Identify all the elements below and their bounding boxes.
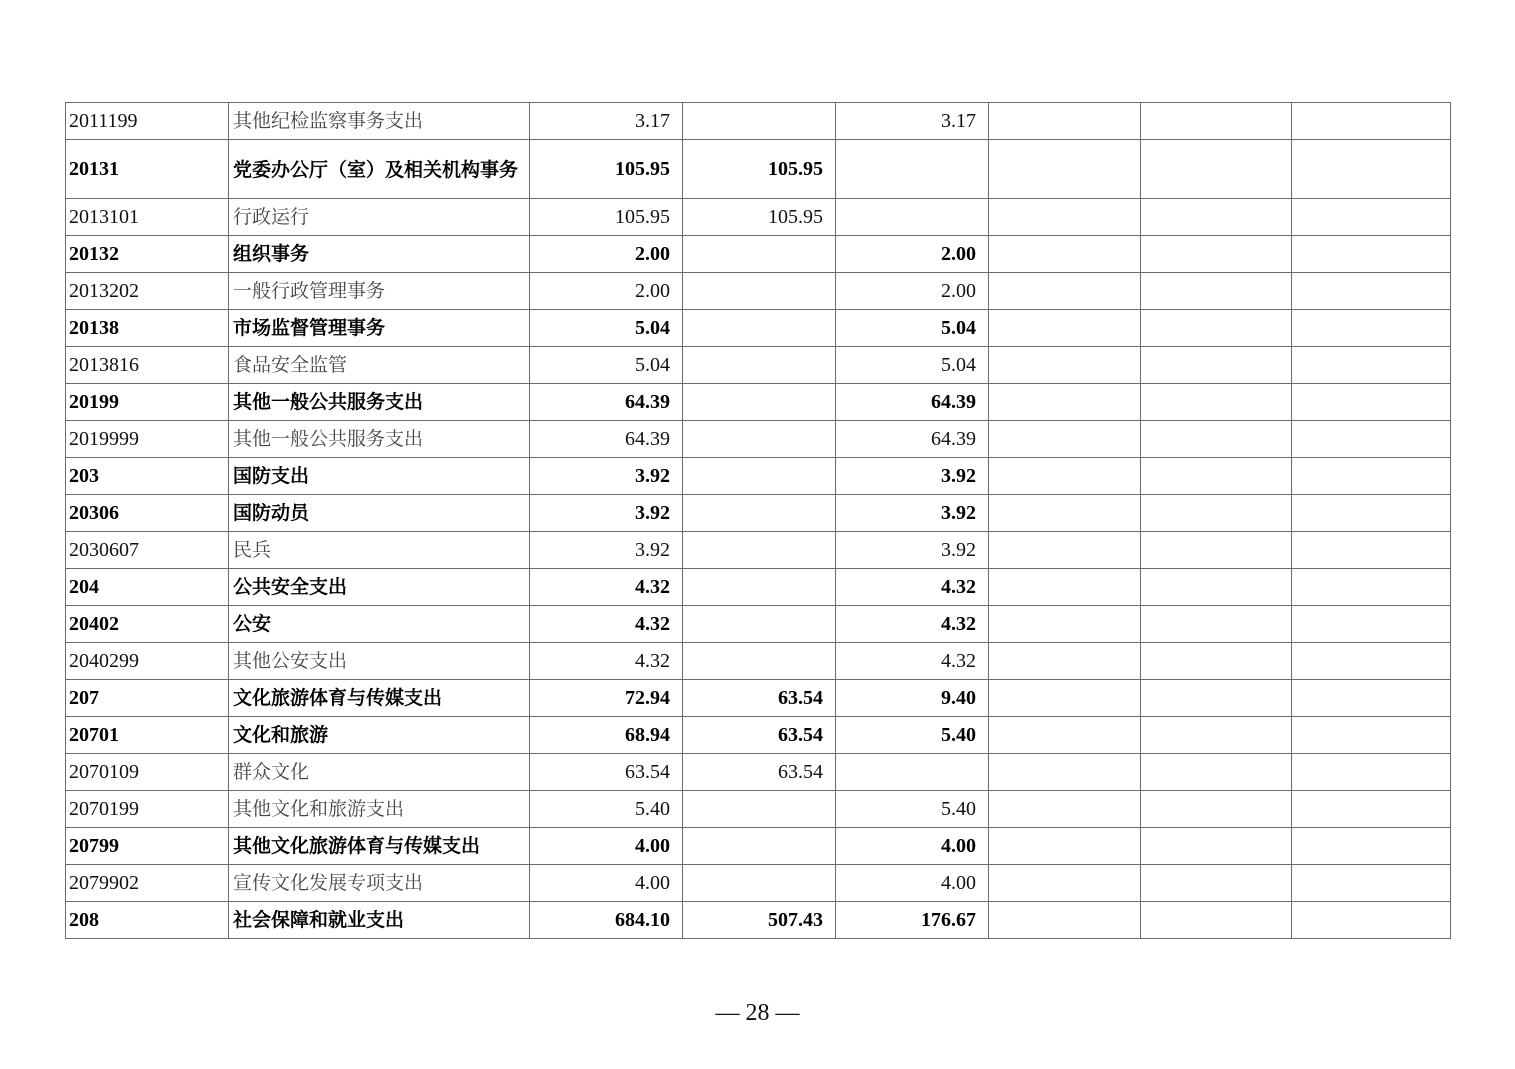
empty-column-cell xyxy=(989,606,1141,643)
basic-expenditure-cell: 63.54 xyxy=(683,717,836,754)
empty-column-cell xyxy=(1141,569,1292,606)
basic-expenditure-cell: 105.95 xyxy=(683,199,836,236)
total-amount-cell: 4.00 xyxy=(530,828,683,865)
empty-column-cell xyxy=(989,643,1141,680)
basic-expenditure-cell xyxy=(683,569,836,606)
basic-expenditure-cell xyxy=(683,458,836,495)
subject-code-cell: 20131 xyxy=(66,140,229,199)
total-amount-cell: 105.95 xyxy=(530,199,683,236)
subject-name-cell: 群众文化 xyxy=(229,754,530,791)
table-row xyxy=(66,199,1451,236)
empty-column-cell xyxy=(1141,865,1292,902)
empty-column-cell xyxy=(1141,495,1292,532)
empty-column-cell xyxy=(989,754,1141,791)
table-row xyxy=(66,421,1451,458)
table-row xyxy=(66,458,1451,495)
empty-column-cell xyxy=(1141,384,1292,421)
empty-column-cell xyxy=(989,347,1141,384)
basic-expenditure-cell xyxy=(683,347,836,384)
subject-name-cell: 民兵 xyxy=(229,532,530,569)
basic-expenditure-cell xyxy=(683,828,836,865)
basic-expenditure-cell xyxy=(683,606,836,643)
table-row xyxy=(66,902,1451,939)
subject-name-cell: 文化旅游体育与传媒支出 xyxy=(229,680,530,717)
empty-column-cell xyxy=(1141,532,1292,569)
empty-column-cell xyxy=(989,717,1141,754)
empty-column-cell xyxy=(1292,643,1451,680)
project-expenditure-cell: 9.40 xyxy=(836,680,989,717)
empty-column-cell xyxy=(989,532,1141,569)
empty-column-cell xyxy=(989,495,1141,532)
empty-column-cell xyxy=(989,199,1141,236)
table-row xyxy=(66,717,1451,754)
project-expenditure-cell: 176.67 xyxy=(836,902,989,939)
project-expenditure-cell xyxy=(836,754,989,791)
empty-column-cell xyxy=(1292,347,1451,384)
subject-code-cell: 20402 xyxy=(66,606,229,643)
basic-expenditure-cell xyxy=(683,236,836,273)
table-row xyxy=(66,140,1451,199)
basic-expenditure-cell xyxy=(683,865,836,902)
total-amount-cell: 2.00 xyxy=(530,236,683,273)
empty-column-cell xyxy=(1292,199,1451,236)
empty-column-cell xyxy=(989,384,1141,421)
empty-column-cell xyxy=(1141,103,1292,140)
total-amount-cell: 684.10 xyxy=(530,902,683,939)
empty-column-cell xyxy=(989,680,1141,717)
empty-column-cell xyxy=(1141,754,1292,791)
project-expenditure-cell xyxy=(836,199,989,236)
project-expenditure-cell: 2.00 xyxy=(836,273,989,310)
empty-column-cell xyxy=(989,140,1141,199)
basic-expenditure-cell xyxy=(683,421,836,458)
total-amount-cell: 4.00 xyxy=(530,865,683,902)
project-expenditure-cell: 3.92 xyxy=(836,532,989,569)
empty-column-cell xyxy=(1141,273,1292,310)
total-amount-cell: 4.32 xyxy=(530,643,683,680)
empty-column-cell xyxy=(1141,199,1292,236)
table-row xyxy=(66,606,1451,643)
empty-column-cell xyxy=(1141,606,1292,643)
table-row xyxy=(66,347,1451,384)
project-expenditure-cell xyxy=(836,140,989,199)
subject-name-cell: 国防动员 xyxy=(229,495,530,532)
project-expenditure-cell: 4.00 xyxy=(836,828,989,865)
empty-column-cell xyxy=(989,236,1141,273)
empty-column-cell xyxy=(989,865,1141,902)
table-body xyxy=(66,103,1451,939)
empty-column-cell xyxy=(1292,140,1451,199)
total-amount-cell: 3.92 xyxy=(530,532,683,569)
empty-column-cell xyxy=(989,902,1141,939)
total-amount-cell: 64.39 xyxy=(530,421,683,458)
subject-name-cell: 公共安全支出 xyxy=(229,569,530,606)
empty-column-cell xyxy=(1292,384,1451,421)
subject-code-cell: 2040299 xyxy=(66,643,229,680)
table-row xyxy=(66,680,1451,717)
basic-expenditure-cell: 63.54 xyxy=(683,754,836,791)
subject-code-cell: 20799 xyxy=(66,828,229,865)
project-expenditure-cell: 4.32 xyxy=(836,606,989,643)
subject-code-cell: 208 xyxy=(66,902,229,939)
total-amount-cell: 4.32 xyxy=(530,569,683,606)
empty-column-cell xyxy=(1141,421,1292,458)
subject-code-cell: 20306 xyxy=(66,495,229,532)
project-expenditure-cell: 4.32 xyxy=(836,569,989,606)
total-amount-cell: 3.17 xyxy=(530,103,683,140)
empty-column-cell xyxy=(1292,717,1451,754)
subject-code-cell: 207 xyxy=(66,680,229,717)
table-row xyxy=(66,103,1451,140)
empty-column-cell xyxy=(1292,680,1451,717)
subject-name-cell: 宣传文化发展专项支出 xyxy=(229,865,530,902)
subject-name-cell: 行政运行 xyxy=(229,199,530,236)
total-amount-cell: 4.32 xyxy=(530,606,683,643)
basic-expenditure-cell xyxy=(683,532,836,569)
empty-column-cell xyxy=(1292,865,1451,902)
table-row xyxy=(66,495,1451,532)
project-expenditure-cell: 3.17 xyxy=(836,103,989,140)
project-expenditure-cell: 4.32 xyxy=(836,643,989,680)
basic-expenditure-cell xyxy=(683,103,836,140)
empty-column-cell xyxy=(1292,791,1451,828)
subject-name-cell: 社会保障和就业支出 xyxy=(229,902,530,939)
empty-column-cell xyxy=(1292,495,1451,532)
table-row xyxy=(66,828,1451,865)
empty-column-cell xyxy=(1292,273,1451,310)
empty-column-cell xyxy=(989,310,1141,347)
empty-column-cell xyxy=(1292,421,1451,458)
empty-column-cell xyxy=(1292,103,1451,140)
project-expenditure-cell: 4.00 xyxy=(836,865,989,902)
project-expenditure-cell: 64.39 xyxy=(836,384,989,421)
budget-table xyxy=(65,102,1451,939)
subject-code-cell: 2011199 xyxy=(66,103,229,140)
subject-code-cell: 2013816 xyxy=(66,347,229,384)
page-number: — 28 — xyxy=(715,1000,800,1026)
basic-expenditure-cell: 507.43 xyxy=(683,902,836,939)
subject-code-cell: 2079902 xyxy=(66,865,229,902)
project-expenditure-cell: 2.00 xyxy=(836,236,989,273)
subject-code-cell: 20199 xyxy=(66,384,229,421)
empty-column-cell xyxy=(1141,310,1292,347)
table-row xyxy=(66,532,1451,569)
empty-column-cell xyxy=(989,458,1141,495)
total-amount-cell: 105.95 xyxy=(530,140,683,199)
empty-column-cell xyxy=(1141,902,1292,939)
empty-column-cell xyxy=(989,421,1141,458)
total-amount-cell: 5.04 xyxy=(530,347,683,384)
subject-name-cell: 食品安全监管 xyxy=(229,347,530,384)
empty-column-cell xyxy=(1141,458,1292,495)
empty-column-cell xyxy=(1292,754,1451,791)
subject-name-cell: 文化和旅游 xyxy=(229,717,530,754)
subject-code-cell: 2070109 xyxy=(66,754,229,791)
empty-column-cell xyxy=(1141,717,1292,754)
total-amount-cell: 2.00 xyxy=(530,273,683,310)
empty-column-cell xyxy=(1141,347,1292,384)
basic-expenditure-cell xyxy=(683,791,836,828)
subject-name-cell: 党委办公厅（室）及相关机构事务 xyxy=(229,140,530,199)
empty-column-cell xyxy=(1141,140,1292,199)
project-expenditure-cell: 3.92 xyxy=(836,495,989,532)
subject-code-cell: 2013101 xyxy=(66,199,229,236)
subject-name-cell: 一般行政管理事务 xyxy=(229,273,530,310)
table-row xyxy=(66,273,1451,310)
empty-column-cell xyxy=(1141,791,1292,828)
empty-column-cell xyxy=(1141,236,1292,273)
empty-column-cell xyxy=(989,103,1141,140)
subject-code-cell: 204 xyxy=(66,569,229,606)
empty-column-cell xyxy=(989,569,1141,606)
subject-name-cell: 其他文化和旅游支出 xyxy=(229,791,530,828)
subject-name-cell: 公安 xyxy=(229,606,530,643)
total-amount-cell: 3.92 xyxy=(530,495,683,532)
total-amount-cell: 68.94 xyxy=(530,717,683,754)
project-expenditure-cell: 64.39 xyxy=(836,421,989,458)
table-row xyxy=(66,310,1451,347)
basic-expenditure-cell xyxy=(683,643,836,680)
total-amount-cell: 72.94 xyxy=(530,680,683,717)
empty-column-cell xyxy=(1292,606,1451,643)
subject-code-cell: 20132 xyxy=(66,236,229,273)
project-expenditure-cell: 5.40 xyxy=(836,791,989,828)
total-amount-cell: 3.92 xyxy=(530,458,683,495)
empty-column-cell xyxy=(1292,310,1451,347)
basic-expenditure-cell: 105.95 xyxy=(683,140,836,199)
subject-code-cell: 2030607 xyxy=(66,532,229,569)
subject-name-cell: 其他一般公共服务支出 xyxy=(229,421,530,458)
project-expenditure-cell: 5.40 xyxy=(836,717,989,754)
basic-expenditure-cell xyxy=(683,273,836,310)
total-amount-cell: 64.39 xyxy=(530,384,683,421)
empty-column-cell xyxy=(989,828,1141,865)
basic-expenditure-cell xyxy=(683,310,836,347)
subject-name-cell: 其他一般公共服务支出 xyxy=(229,384,530,421)
basic-expenditure-cell xyxy=(683,495,836,532)
empty-column-cell xyxy=(1141,680,1292,717)
project-expenditure-cell: 3.92 xyxy=(836,458,989,495)
basic-expenditure-cell: 63.54 xyxy=(683,680,836,717)
subject-code-cell: 2070199 xyxy=(66,791,229,828)
table-row xyxy=(66,384,1451,421)
subject-name-cell: 其他公安支出 xyxy=(229,643,530,680)
empty-column-cell xyxy=(989,791,1141,828)
empty-column-cell xyxy=(1292,828,1451,865)
table-row xyxy=(66,643,1451,680)
subject-code-cell: 20701 xyxy=(66,717,229,754)
empty-column-cell xyxy=(1292,236,1451,273)
subject-code-cell: 20138 xyxy=(66,310,229,347)
subject-name-cell: 市场监督管理事务 xyxy=(229,310,530,347)
subject-name-cell: 组织事务 xyxy=(229,236,530,273)
table-row xyxy=(66,865,1451,902)
subject-name-cell: 其他文化旅游体育与传媒支出 xyxy=(229,828,530,865)
subject-name-cell: 其他纪检监察事务支出 xyxy=(229,103,530,140)
empty-column-cell xyxy=(1292,902,1451,939)
basic-expenditure-cell xyxy=(683,384,836,421)
project-expenditure-cell: 5.04 xyxy=(836,347,989,384)
table-row xyxy=(66,754,1451,791)
subject-code-cell: 203 xyxy=(66,458,229,495)
empty-column-cell xyxy=(989,273,1141,310)
subject-name-cell: 国防支出 xyxy=(229,458,530,495)
project-expenditure-cell: 5.04 xyxy=(836,310,989,347)
total-amount-cell: 5.04 xyxy=(530,310,683,347)
subject-code-cell: 2019999 xyxy=(66,421,229,458)
total-amount-cell: 63.54 xyxy=(530,754,683,791)
table-row xyxy=(66,791,1451,828)
subject-code-cell: 2013202 xyxy=(66,273,229,310)
empty-column-cell xyxy=(1292,458,1451,495)
empty-column-cell xyxy=(1141,643,1292,680)
table-row xyxy=(66,569,1451,606)
empty-column-cell xyxy=(1292,532,1451,569)
table-row xyxy=(66,236,1451,273)
empty-column-cell xyxy=(1141,828,1292,865)
total-amount-cell: 5.40 xyxy=(530,791,683,828)
empty-column-cell xyxy=(1292,569,1451,606)
